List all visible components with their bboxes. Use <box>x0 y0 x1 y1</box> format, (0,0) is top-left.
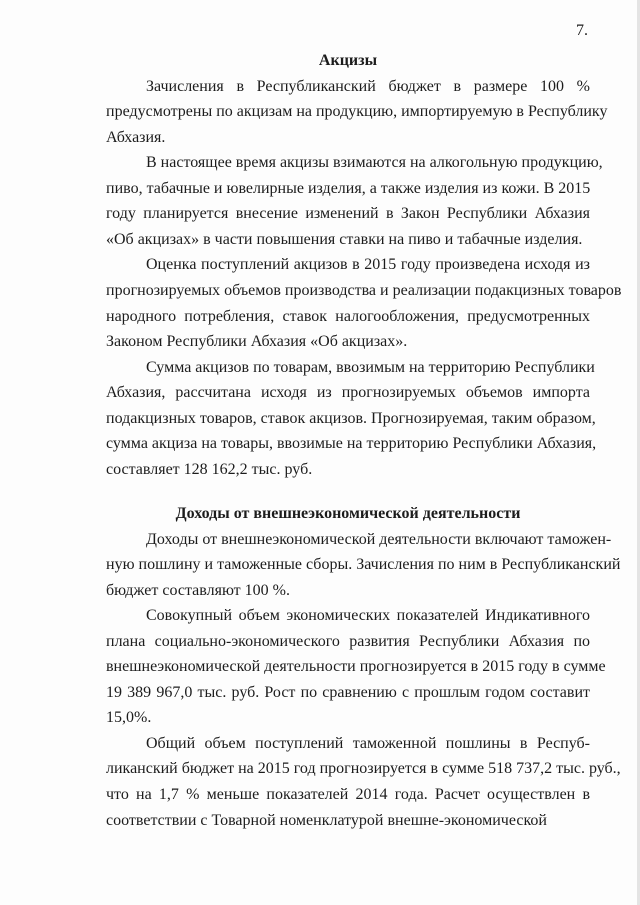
paragraph-line: Зачисления в Республиканский бюджет в размере 100 % <box>146 78 590 95</box>
paragraph-line: сумма акциза на товары, ввозимые на территорию Республики Абхазия, <box>106 435 597 452</box>
paragraph-line: плана социально-экономического развития Республики Абхазия по <box>106 633 590 650</box>
paragraph-line: Абхазия. <box>106 129 166 146</box>
paragraph-line: ную пошлину и таможенные сборы. Зачисления по ним в Республиканский <box>106 556 621 573</box>
paragraph-line: В настоящее время акцизы взимаются на алкогольную продукцию, <box>146 154 603 171</box>
paragraph-line: подакцизных товаров, ставок акцизов. Прогнозируемая, таким образом, <box>106 410 596 427</box>
paragraph-line: Абхазия, рассчитана исходя из прогнозируемых объемов импорта <box>106 384 590 401</box>
paragraph-line: Общий объем поступлений таможенной пошлины в Респуб- <box>146 735 590 752</box>
paragraph-line: пиво, табачные и ювелирные изделия, а также изделия из кожи. В 2015 <box>106 180 591 197</box>
paragraph-line: Совокупный объем экономических показателей Индикативного <box>146 607 590 624</box>
paragraph-line: Законом Республики Абхазия «Об акцизах». <box>106 333 408 350</box>
paragraph-line: предусмотрены по акцизам на продукцию, импортируемую в Республику <box>106 103 608 120</box>
paragraph-line: внешнеэкономической деятельности прогнозируется в 2015 году в сумме <box>106 658 606 675</box>
paragraph-line: соответствии с Товарной номенклатурой внешне-экономической <box>106 812 547 829</box>
paragraph-line: составляет 128 162,2 тыс. руб. <box>106 461 313 478</box>
paragraph-line: 19 389 967,0 тыс. руб. Рост по сравнению с прошлым годом составит <box>106 684 590 701</box>
paragraph-line: Оценка поступлений акцизов в 2015 году произведена исходя из <box>146 256 590 273</box>
paragraph-line: 15,0%. <box>106 709 152 726</box>
paragraph-line: народного потребления, ставок налогообложения, предусмотренных <box>106 308 590 325</box>
paragraph-line: прогнозируемых объемов производства и реализации подакцизных товаров <box>106 282 622 299</box>
paragraph-line: бюджет составляют 100 %. <box>106 582 290 599</box>
paragraph-line: Сумма акцизов по товарам, ввозимым на территорию Республики <box>146 359 595 376</box>
paragraph-line: Доходы от внешнеэкономической деятельности включают таможен- <box>146 531 612 548</box>
paragraph-line: что на 1,7 % меньше показателей 2014 года. Расчет осуществлен в <box>106 786 590 803</box>
section-heading: Акцизы <box>318 52 378 69</box>
paragraph-line: году планируется внесение изменений в Закон Республики Абхазия <box>106 205 590 222</box>
paragraph-line: «Об акцизах» в части повышения ставки на пиво и табачные изделия. <box>106 231 583 248</box>
section-heading: Доходы от внешнеэкономической деятельности <box>175 505 521 522</box>
paragraph-line: ликанский бюджет на 2015 год прогнозируется в сумме 518 737,2 тыс. руб., <box>106 760 621 777</box>
page-number: 7. <box>576 22 588 39</box>
